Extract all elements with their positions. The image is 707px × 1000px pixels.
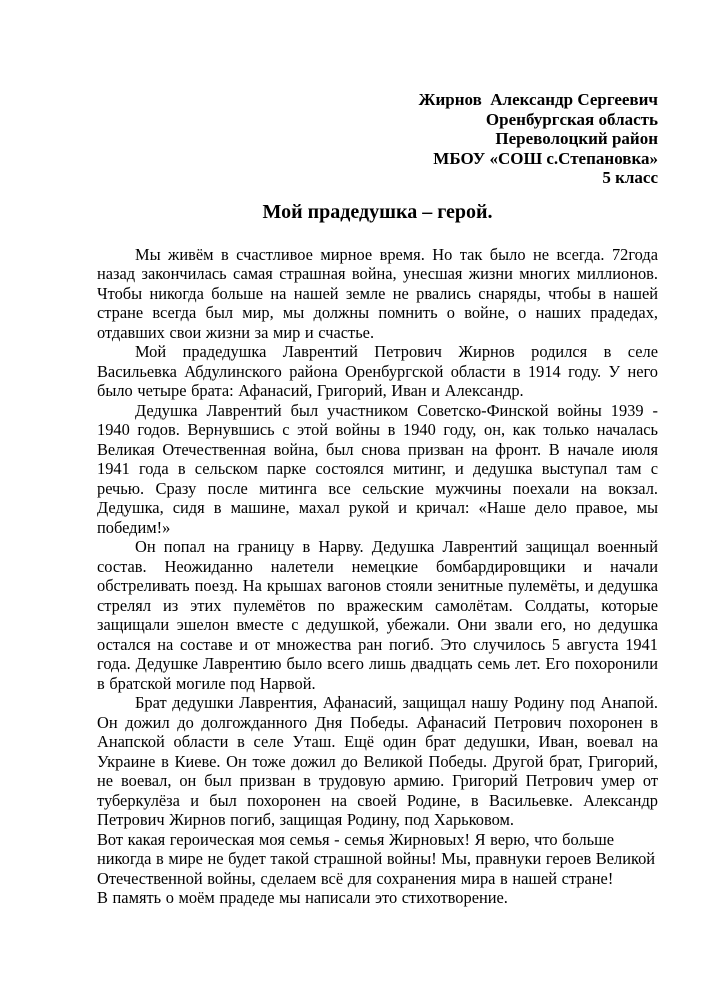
paragraph: Мы живём в счастливое мирное время. Но так было не всегда. 72года назад закончилась самая страшная война, унесшая жизни многих миллионов. Чтобы никогда больше на нашей земле не рвались снаряды, чтобы в нашей стране всегда был мир, мы должны помнить о войне, о наших прадедах, отдавших свои жизни за мир и счастье.	[97, 244, 658, 342]
paragraph: Дедушка Лаврентий был участником Советско-Финской войны 1939 - 1940 годов. Вернувшись с этой войны в 1940 году, он, как только началась Великая Отечественная война, был снова призван на фронт. В начале июля 1941 года в сельском парке состоялся митинг, и дедушка выступал там с речью. Сразу после митинга все сельские мужчины поехали на вокзал. Дедушка, сидя в машине, махал рукой и кричал: «Наше дело правое, мы победим!»	[97, 400, 658, 537]
paragraph: Мой прадедушка Лаврентий Петрович Жирнов родился в селе Васильевка Абдулинского района Оренбургской области в 1914 году. У него было четыре брата: Афанасий, Григорий, Иван и Александр.	[97, 342, 658, 400]
document-header	[97, 90, 658, 188]
header-line: 5 класс	[602, 168, 658, 187]
paragraph: Вот какая героическая моя семья - семья Жирновых! Я верю, что больше никогда в мире не будет такой страшной войны! Мы, правнуки героев Великой Отечественной войны, сделаем всё для сохранения мира в нашей стране!	[97, 829, 656, 888]
document-title: Мой прадедушка – герой.	[262, 200, 493, 223]
paragraph: Брат дедушки Лаврентия, Афанасий, защищал нашу Родину под Анапой. Он дожил до долгожданного Дня Победы. Афанасий Петрович похоронен в Анапской области в селе Уташ. Ещё один брат дедушки, Иван, воевал на Украине в Киеве. Он тоже дожил до Великой Победы. Другой брат, Григорий, не воевал, он был призван в трудовую армию. Григорий Петрович умер от туберкулёза и был похоронен на своей Родине, в Васильевке. Александр Петрович Жирнов погиб, защищая Родину, под Харьковом.	[97, 693, 658, 829]
header-line: МБОУ «СОШ с.Степановка»	[433, 148, 658, 168]
document-body	[97, 245, 658, 908]
paragraph: В память о моём прадеде мы написали это стихотворение.	[97, 888, 508, 907]
header-line: Жирнов Александр Сергеевич	[418, 90, 658, 109]
header-line: Переволоцкий район	[495, 129, 658, 148]
header-line: Оренбургская область	[485, 109, 658, 129]
paragraph: Он попал на границу в Нарву. Дедушка Лаврентий защищал военный состав. Неожиданно налетели немецкие бомбардировщики и начали обстреливать поезд. На крышах вагонов стояли зенитные пулемёты, и дедушка стрелял из этих пулемётов по вражеским самолётам. Солдаты, которые защищали эшелон вместе с дедушкой, убежали. Они звали его, но дедушка остался на составе и от множества ран погиб. Это случилось 5 августа 1941 года. Дедушке Лаврентию было всего лишь двадцать семь лет. Его похоронили в братской могиле под Нарвой.	[97, 537, 658, 693]
